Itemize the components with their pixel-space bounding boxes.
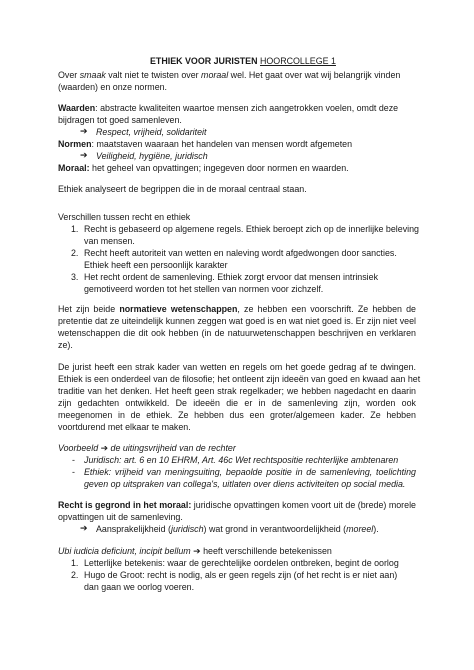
- normen-examples: Veiligheid, hygiëne, juridisch: [96, 151, 208, 161]
- paragraph-jurist-line-3: traditie van het denken. Het heeft geen strak regelkader; we hebben nagedacht en daarin: [58, 386, 416, 396]
- paragraph-normatief-line-4: ze).: [58, 340, 73, 350]
- ubi-heading: Ubi iudicia deficiunt, incipit bellum ➔ heeft verschillende betekenissen: [58, 546, 332, 556]
- ubi-item-1: Letterlijke betekenis: waar de gerechtelijke oordelen ontbreken, begint de oorlog: [84, 558, 399, 568]
- page-title: [150, 56, 336, 67]
- intro-line-2: (waarden) en onze normen.: [58, 82, 168, 92]
- list-number: 1.: [71, 224, 79, 234]
- paragraph-jurist-line-5: meegenomen in de ethiek. Ze hebben dus een groter/algemeen kader. Ze hebben: [58, 410, 416, 420]
- verschil-1-cont: van mensen.: [84, 236, 135, 246]
- waarden-definition: Waarden: abstracte kwaliteiten waartoe mensen zich aangetrokken voelen, omdt deze: [58, 103, 399, 113]
- verschillen-heading: Verschillen tussen recht en ethiek: [58, 212, 191, 222]
- list-number: 2.: [71, 248, 79, 258]
- arrow-right-icon: ➔: [80, 150, 88, 160]
- verschil-3-cont: gemotiveerd worden tot het stellen van normen voor zichzelf.: [84, 284, 324, 294]
- waarden-definition-cont: bijdragen tot goed samenleven.: [58, 115, 182, 125]
- voorbeeld-heading: Voorbeeld ➔ de uitingsvrijheid van de rechter: [58, 443, 236, 453]
- title-main: ETHIEK VOOR JURISTEN: [150, 56, 258, 66]
- paragraph-normatief-line-2: pretentie dat ze uiteindelijk kunnen zeggen wat goed is en wat niet goed is. Er zijn niet veel: [58, 316, 416, 326]
- ubi-item-2-cont: dan gaan we oorlog voeren.: [84, 582, 195, 592]
- normen-definition: Normen: maatstaven waaraan het handelen van mensen wordt afgemeten: [58, 139, 353, 149]
- arrow-right-icon: ➔: [100, 443, 109, 453]
- bullet-dash: -: [72, 467, 75, 477]
- paragraph-jurist-line-6: voortdurend met elkaar te maken.: [58, 422, 191, 432]
- paragraph-jurist-line-4: zijn gedachten ontwikkeld. De ideeën die er in de samenleving zijn, worden ook: [58, 398, 416, 408]
- intro-line-1: Over smaak valt niet te twisten over moraal wel. Het gaat over wat wij belangrijk vinden: [58, 70, 401, 80]
- voorbeeld-ethiek-cont: geven op uitspraken van collega's, uitlaten over diens activiteiten op social media.: [84, 479, 406, 489]
- bullet-dash: -: [72, 455, 75, 465]
- list-number: 1.: [71, 558, 79, 568]
- voorbeeld-juridisch: Juridisch: art. 6 en 10 EHRM, Art. 46c Wet rechtspositie rechterlijke ambtenaren: [84, 455, 399, 465]
- arrow-right-icon: ➔: [80, 126, 88, 136]
- voorbeeld-ethiek: Ethiek: vrijheid van meningsuiting, bepaolde positie in de samenleving, toelichting: [84, 467, 416, 477]
- verschil-2-cont: Ethiek heeft een persoonlijk karakter: [84, 260, 228, 270]
- paragraph-normatief-line-1: Het zijn beide normatieve wetenschappen, ze hebben een voorschrift. Ze hebben de: [58, 304, 416, 314]
- arrow-right-icon: ➔: [193, 546, 201, 556]
- verschil-2: Recht heeft autoriteit van wetten en naleving wordt afgedwongen door sancties.: [84, 248, 397, 258]
- arrow-right-icon: ➔: [80, 523, 88, 533]
- moraal-definition: Moraal: het geheel van opvattingen; ingegeven door normen en waarden.: [58, 163, 349, 173]
- paragraph-jurist-line-1: De jurist heeft een strak kader van wetten en regels om het goede gedrag af te dwingen.: [58, 362, 416, 372]
- gegrond-line-2: opvattingen uit de samenleving.: [58, 512, 183, 522]
- list-number: 2.: [71, 570, 79, 580]
- verschil-1: Recht is gebaseerd op algemene regels. Ethiek beroept zich op de innerlijke beleving: [84, 224, 419, 234]
- ubi-item-2: Hugo de Groot: recht is nodig, als er geen regels zijn (of het recht is er niet aan): [84, 570, 398, 580]
- verschil-3: Het recht ordent de samenleving. Ethiek zorgt ervoor dat mensen intrinsiek: [84, 272, 379, 282]
- waarden-examples: Respect, vrijheid, solidariteit: [96, 127, 207, 137]
- paragraph-normatief-line-3: wetenschappen die dit ook hebben (in de natuurwetenschappen beschrijven en verklaren: [58, 328, 416, 338]
- gegrond-line-1: Recht is gegrond in het moraal: juridische opvattingen komen voort uit de (brede) morele: [58, 500, 416, 510]
- ethiek-analyse: Ethiek analyseert de begrippen die in de moraal centraal staan.: [58, 184, 307, 194]
- list-number: 3.: [71, 272, 79, 282]
- title-lecture: HOORCOLLEGE 1: [259, 56, 336, 66]
- paragraph-jurist-line-2: Ethiek is een onderdeel van de filosofie; het ontleent zijn ideeën van goed en kwaad aan het: [58, 374, 421, 384]
- aansprakelijkheid: Aansprakelijkheid (juridisch) wat grond in verantwoordelijkheid (moreel).: [96, 524, 379, 534]
